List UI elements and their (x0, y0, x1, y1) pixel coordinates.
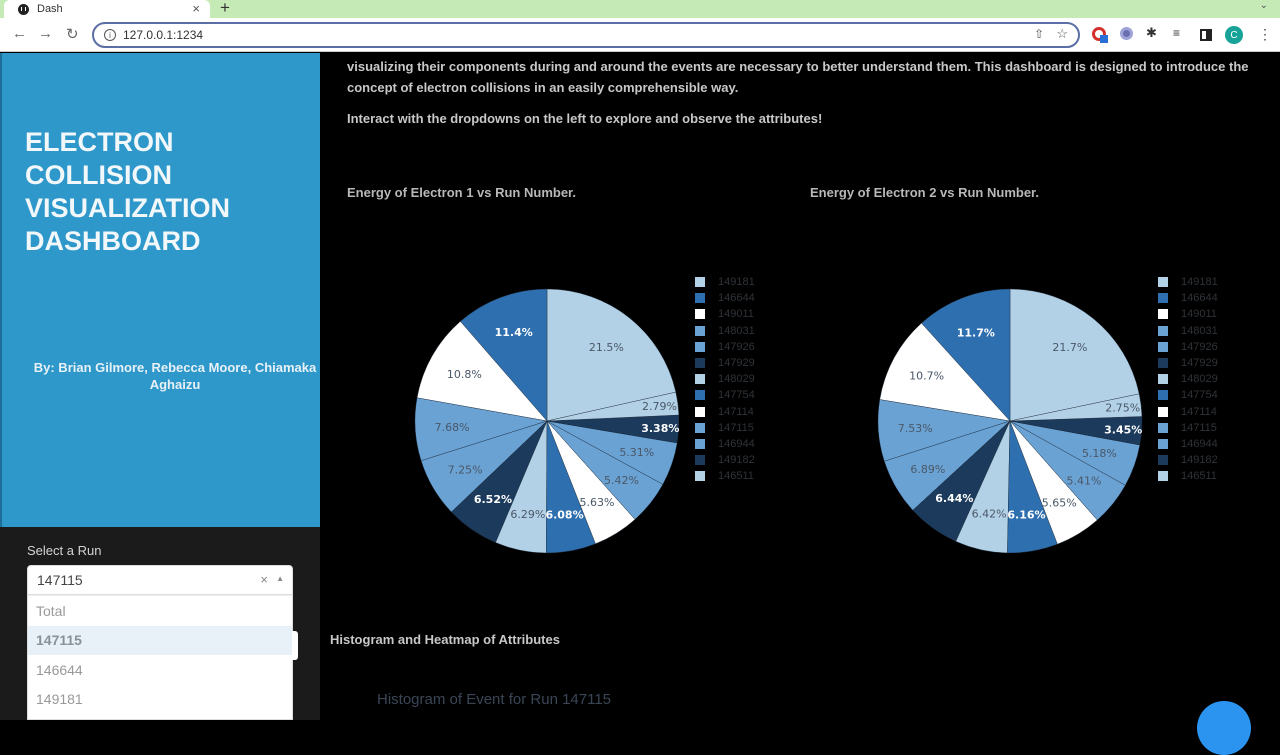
legend-swatch-icon (695, 455, 705, 465)
authors: By: Brian Gilmore, Rebecca Moore, Chiamaka Aghaizu (33, 360, 317, 392)
pie-slice-label: 2.75% (1105, 401, 1141, 415)
dash-favicon-icon (18, 4, 29, 15)
legend-item[interactable] (695, 371, 755, 387)
info-icon[interactable]: i (104, 29, 116, 41)
legend-item[interactable] (695, 290, 755, 306)
legend-swatch-icon (1158, 293, 1168, 303)
pie-slice-label: 7.25% (447, 463, 483, 477)
legend-swatch-icon (1158, 342, 1168, 352)
sidebar-controls (0, 527, 320, 720)
instruction-text: Interact with the dropdowns on the left to explore and observe the attributes! (347, 111, 823, 126)
pie-slice-label: 5.31% (619, 446, 655, 460)
dropdown-option[interactable]: 147115 (28, 626, 292, 656)
legend-item[interactable] (1158, 452, 1218, 468)
legend-swatch-icon (1158, 423, 1168, 433)
forward-icon[interactable]: → (38, 25, 53, 42)
legend-label: 146511 (1181, 470, 1217, 483)
chart1-title: Energy of Electron 1 vs Run Number. (347, 185, 576, 200)
legend-item[interactable] (1158, 339, 1218, 355)
legend-item[interactable] (695, 323, 755, 339)
legend-item[interactable] (1158, 274, 1218, 290)
pie-slice-label: 6.42% (971, 507, 1007, 521)
legend-swatch-icon (1158, 326, 1168, 336)
pie-slice-label: 7.53% (897, 421, 933, 435)
legend-item[interactable] (695, 387, 755, 403)
tab-title: Dash (37, 3, 63, 15)
opera-extension-icon[interactable] (1092, 27, 1106, 41)
legend-item[interactable] (695, 306, 755, 322)
pie-slice-label: 3.45% (1104, 423, 1143, 437)
legend-swatch-icon (1158, 407, 1168, 417)
legend-label: 147114 (1181, 405, 1217, 418)
pie-slice-label: 6.52% (473, 493, 513, 507)
legend-item[interactable] (1158, 323, 1218, 339)
legend-swatch-icon (1158, 277, 1168, 287)
intro-text: visualizing their components during and around the events are necessary to better understand them. This dashboard is designed to introduce the concept of electron collisions in an easily comprehensible way. (347, 59, 1249, 95)
app-title (25, 126, 315, 258)
legend-item[interactable] (1158, 355, 1218, 371)
pie-legend-electron2 (1158, 274, 1218, 484)
run-dropdown-value[interactable]: 147115 (37, 572, 83, 588)
legend-swatch-icon (1158, 471, 1168, 481)
pie-slice-label: 6.44% (935, 492, 974, 506)
legend-label: 147114 (718, 405, 754, 418)
legend-label: 146944 (718, 437, 755, 450)
clear-icon[interactable]: × (260, 572, 268, 587)
legend-item[interactable] (1158, 306, 1218, 322)
legend-item[interactable] (695, 355, 755, 371)
sidepanel-icon[interactable] (1200, 29, 1212, 41)
legend-item[interactable] (695, 436, 755, 452)
chart2-title: Energy of Electron 2 vs Run Number. (810, 185, 1039, 200)
tab-close-icon[interactable]: × (192, 1, 200, 16)
pie-slice-label: 11.7% (956, 326, 995, 340)
pie-slice-label: 11.4% (494, 325, 533, 339)
legend-item[interactable] (1158, 404, 1218, 420)
legend-item[interactable] (1158, 387, 1218, 403)
legend-label: 147754 (1181, 389, 1218, 402)
hidden-dropdown-edge (292, 631, 298, 660)
legend-label: 147115 (718, 421, 754, 434)
legend-item[interactable] (695, 274, 755, 290)
url-text[interactable]: 127.0.0.1:1234 (123, 28, 204, 42)
pie-slice-label: 6.29% (510, 508, 546, 522)
legend-label: 148031 (1181, 324, 1218, 337)
legend-label: 147929 (1181, 357, 1218, 370)
pie-slice-label: 21.5% (588, 340, 624, 354)
legend-item[interactable] (1158, 290, 1218, 306)
kebab-icon[interactable]: ⋮ (1258, 26, 1272, 42)
legend-swatch-icon (1158, 390, 1168, 400)
pie-slice-label: 10.8% (446, 368, 482, 382)
legend-swatch-icon (695, 293, 705, 303)
chevron-up-icon[interactable]: ▲ (276, 574, 284, 583)
legend-label: 149181 (718, 276, 755, 289)
pie-slice-label: 7.68% (434, 421, 470, 435)
histogram-title: Histogram of Event for Run 147115 (377, 691, 612, 708)
pie-legend-electron1 (695, 274, 755, 484)
legend-swatch-icon (695, 358, 705, 368)
legend-swatch-icon (1158, 358, 1168, 368)
legend-label: 147115 (1181, 421, 1217, 434)
pie-slice-label: 5.42% (603, 474, 639, 488)
legend-item[interactable] (1158, 420, 1218, 436)
browser-toolbar (0, 18, 1280, 52)
pie-slice-label: 6.08% (545, 508, 584, 522)
dropdown-option[interactable]: 149181 (36, 691, 83, 708)
pie-chart-electron2[interactable] (876, 287, 1144, 555)
select-run-label: Select a Run (27, 543, 102, 558)
legend-label: 147926 (1181, 340, 1218, 353)
legend-label: 147754 (718, 389, 755, 402)
browser-tab-bar (0, 0, 1280, 18)
media-icon[interactable]: ≡ (1173, 26, 1181, 40)
run-dropdown[interactable] (27, 565, 293, 595)
legend-item[interactable] (695, 452, 755, 468)
pie-chart-electron1[interactable] (413, 287, 681, 555)
pie-slice-label: 5.63% (579, 495, 615, 509)
legend-swatch-icon (1158, 374, 1168, 384)
sidebar-header (0, 53, 320, 527)
legend-label: 149182 (1181, 454, 1218, 467)
legend-label: 149182 (718, 454, 755, 467)
legend-label: 149011 (718, 308, 754, 321)
legend-swatch-icon (1158, 309, 1168, 319)
back-icon[interactable]: ← (12, 25, 27, 42)
dropdown-option[interactable]: Total (36, 602, 66, 619)
legend-swatch-icon (695, 309, 705, 319)
pie-slice-label: 2.79% (642, 399, 677, 413)
section-title: Histogram and Heatmap of Attributes (330, 632, 560, 647)
legend-label: 148029 (718, 373, 755, 386)
puzzle-icon[interactable]: ✱ (1146, 25, 1157, 40)
title-line-1: ELECTRON COLLISION (25, 127, 174, 190)
pie-slice-label: 5.41% (1066, 474, 1102, 488)
address-bar[interactable] (92, 22, 1080, 48)
legend-swatch-icon (1158, 439, 1168, 449)
tab-search-chevron-icon[interactable]: ⌄ (1259, 0, 1268, 11)
legend-label: 147926 (718, 340, 755, 353)
title-line-2: VISUALIZATION (25, 193, 230, 223)
legend-swatch-icon (695, 423, 705, 433)
legend-swatch-icon (695, 439, 705, 449)
new-tab-button[interactable]: + (220, 0, 230, 17)
pie-slice-label: 6.89% (910, 462, 946, 476)
legend-item[interactable] (695, 404, 755, 420)
pie-slice-label: 10.7% (909, 369, 945, 383)
legend-item[interactable] (1158, 468, 1218, 484)
legend-swatch-icon (695, 374, 705, 384)
legend-label: 147929 (718, 357, 755, 370)
legend-label: 146511 (718, 470, 754, 483)
extension-circle-icon[interactable] (1120, 27, 1133, 40)
legend-swatch-icon (695, 407, 705, 417)
pie-slice-label: 21.7% (1052, 341, 1088, 355)
legend-label: 146644 (1181, 292, 1218, 305)
share-icon[interactable]: ⇧ (1033, 27, 1044, 41)
title-line-3: DASHBOARD (25, 226, 201, 256)
legend-item[interactable] (1158, 436, 1218, 452)
legend-item[interactable] (695, 420, 755, 436)
legend-swatch-icon (695, 277, 705, 287)
legend-swatch-icon (695, 326, 705, 336)
browser-tab[interactable] (4, 0, 210, 18)
legend-swatch-icon (695, 390, 705, 400)
legend-label: 148029 (1181, 373, 1218, 386)
legend-swatch-icon (695, 342, 705, 352)
legend-label: 149011 (1181, 308, 1217, 321)
pie-slice-label: 3.38% (641, 421, 680, 435)
legend-item[interactable] (695, 468, 755, 484)
legend-label: 149181 (1181, 276, 1218, 289)
legend-label: 146944 (1181, 437, 1218, 450)
legend-item[interactable] (1158, 371, 1218, 387)
legend-swatch-icon (1158, 455, 1168, 465)
run-dropdown-menu (27, 595, 293, 720)
pie-slice-label: 5.65% (1041, 496, 1077, 510)
legend-item[interactable] (695, 339, 755, 355)
dropdown-option[interactable]: 146644 (36, 661, 83, 678)
pie-slice-label: 5.18% (1081, 447, 1117, 461)
legend-swatch-icon (695, 471, 705, 481)
dash-page (0, 53, 1280, 720)
legend-label: 148031 (718, 324, 755, 337)
dash-debug-button[interactable] (1197, 701, 1251, 755)
star-icon[interactable]: ☆ (1056, 26, 1068, 41)
reload-icon[interactable]: ↻ (66, 26, 79, 43)
profile-avatar[interactable]: C (1225, 26, 1243, 44)
pie-slice-label: 6.16% (1007, 508, 1046, 522)
legend-label: 146644 (718, 292, 755, 305)
